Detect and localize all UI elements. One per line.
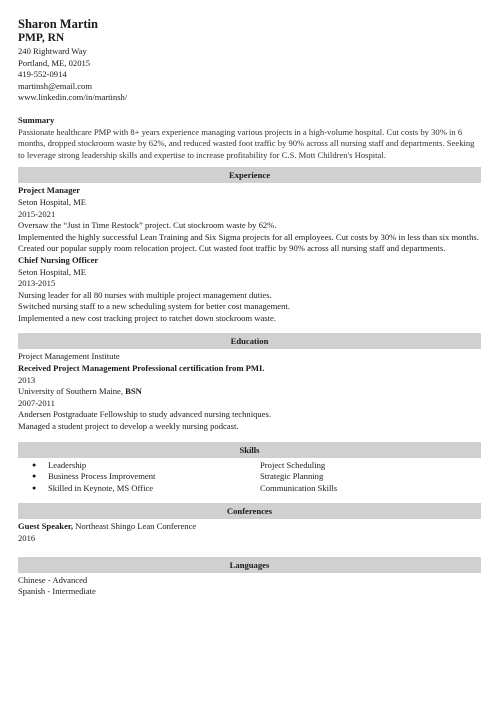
education-detail: Managed a student project to develop a weekly nursing podcast. [18,421,239,432]
degree: BSN [125,386,142,397]
phone-number: 419-552-0914 [18,69,67,80]
skill-item: ● Skilled in Keynote, MS Office [18,483,260,495]
job-dates: 2015-2021 [18,208,56,219]
conference-event: Northeast Shingo Lean Conference [73,521,197,532]
education-section [18,351,481,432]
summary-heading: Summary [18,114,55,125]
skill-item: ● Leadership [18,460,260,472]
job-entry [18,185,481,255]
skill-item: Strategic Planning [260,471,324,482]
candidate-name: Sharon Martin [18,17,98,31]
job-duty: Nursing leader for all 80 nurses with multiple project management duties. [18,289,272,300]
contact-header [18,17,481,104]
job-title: Project Manager [18,185,81,196]
languages-section [18,575,481,598]
job-duty: Implemented the highly successful Lean Training and Six Sigma projects for all employees. Cut costs by 30% in less than six months. [18,231,479,242]
conference-role: Guest Speaker, [18,521,74,532]
job-title: Chief Nursing Officer [18,254,99,265]
experience-section [18,185,481,324]
candidate-credentials: PMP, RN [18,32,65,44]
conferences-section [18,521,481,544]
job-employer: Seton Hospital, ME [18,196,87,207]
skill-item: Communication Skills [260,482,338,493]
education-detail: Andersen Postgraduate Fellowship to study advanced nursing techniques. [18,409,271,420]
conferences-section-header: Conferences [18,503,481,519]
address-line-1: 240 Rightward Way [18,46,87,56]
education-years: 2007-2011 [18,397,55,408]
language-item: Chinese - Advanced [18,574,88,585]
education-certification: Received Project Management Professional certification from PMI. [18,363,265,374]
job-duty: Created our popular supply room relocation project. Cut wasted foot traffic by 90% across all nursing staff and departments. [18,243,446,254]
conference-year: 2016 [18,533,36,543]
education-institution: Project Management Institute [18,351,120,362]
education-section-header: Education [18,333,481,349]
email-address: martinsh@email.com [18,80,93,91]
skill-item: ● Business Process Improvement [18,471,260,483]
summary-text: Passionate healthcare PMP with 8+ years experience managing various projects in a high-volume hospital. Cut costs by 30% in 6 months, dropped stockroom waste by 62%, and reduced wasted foot traffic by 90% across all nursing staff and departments. Seeking to leverage strong leadership skills and expertise to increase profitability for C.S. Mott Children's Hospital. [18,126,475,160]
address-line-2: Portland, ME, 02015 [18,57,91,68]
job-dates: 2013-2015 [18,278,56,289]
job-employer: Seton Hospital, ME [18,266,87,277]
skills-section-header: Skills [18,442,481,458]
languages-section-header: Languages [18,557,481,573]
language-item: Spanish - Intermediate [18,586,96,597]
skills-list [18,460,481,495]
job-duty: Switched nursing staff to a new scheduling system for better cost management. [18,301,290,312]
skill-item: Project Scheduling [260,459,326,470]
job-duty: Oversaw the “Just in Time Restock” project. Cut stockroom waste by 62%. [18,220,277,231]
experience-section-header: Experience [18,167,481,183]
education-year: 2013 [18,374,36,385]
education-institution [18,386,481,398]
university-name: University of Southern Maine, [18,386,126,397]
job-entry [18,255,481,325]
conference-entry [18,521,481,533]
job-duty: Implemented a new cost tracking project to ratchet down stockroom waste. [18,312,276,323]
website-link: www.linkedin.com/in/martinsh/ [18,92,128,103]
